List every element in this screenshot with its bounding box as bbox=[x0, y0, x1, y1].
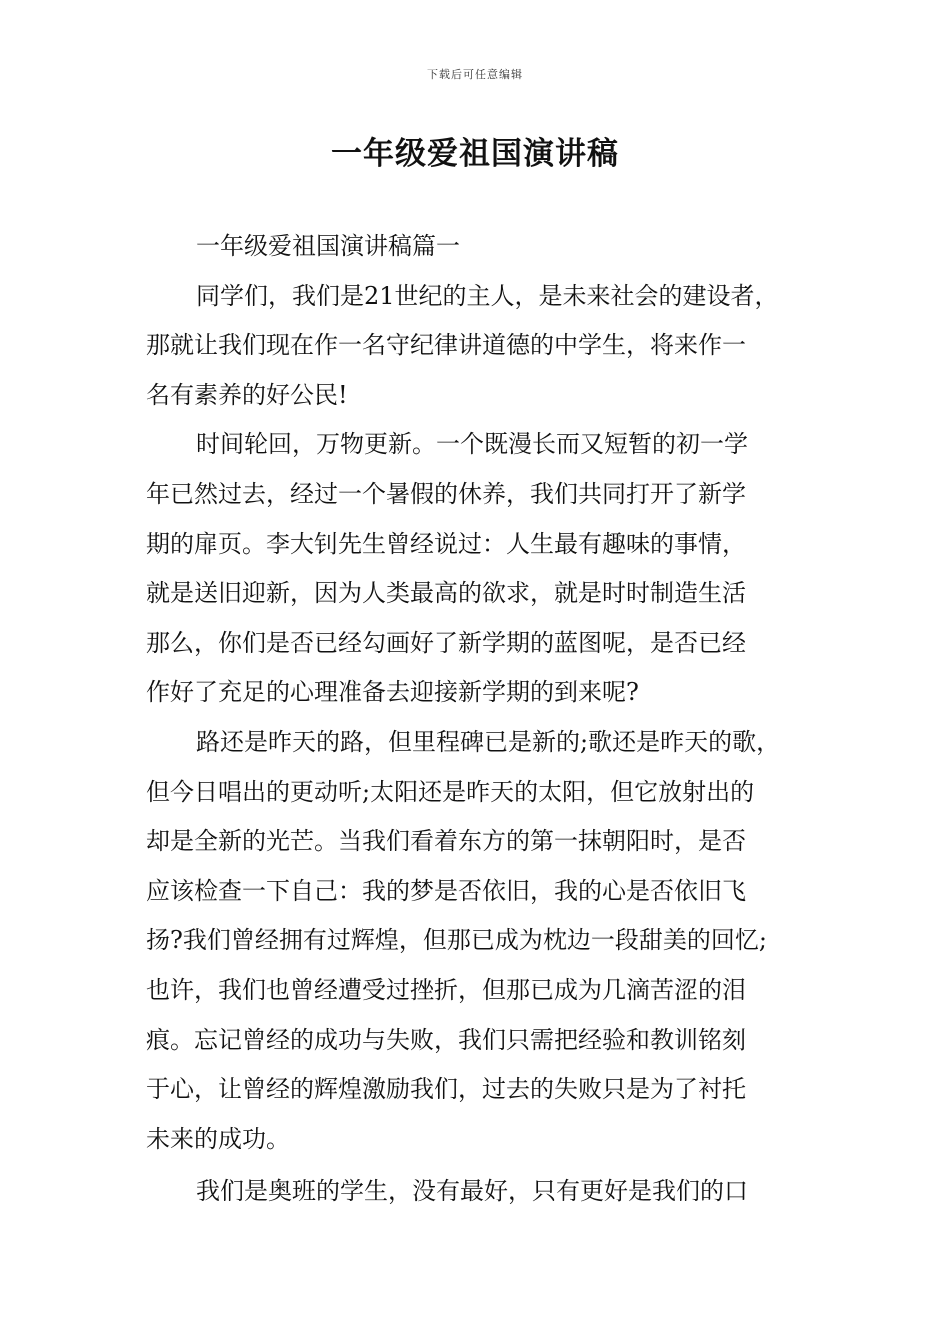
paragraph-line: 应该检查一下自己：我的梦是否依旧，我的心是否依旧飞 bbox=[146, 876, 746, 905]
paragraph-line: 期的扉页。李大钊先生曾经说过：人生最有趣味的事情， bbox=[146, 529, 746, 558]
paragraph-line: 却是全新的光芒。当我们看着东方的第一抹朝阳时，是否 bbox=[146, 827, 746, 856]
paragraph-line: 同学们，我们是21世纪的主人，是未来社会的建设者， bbox=[196, 281, 779, 310]
section-heading: 一年级爱祖国演讲稿篇一 bbox=[196, 232, 460, 260]
paragraph-line: 未来的成功。 bbox=[146, 1124, 290, 1153]
paragraph-line: 扬?我们曾经拥有过辉煌，但那已成为枕边一段甜美的回忆; bbox=[146, 926, 767, 955]
paragraph-1 bbox=[146, 272, 836, 421]
paragraph-line: 年已然过去，经过一个暑假的休养，我们共同打开了新学 bbox=[146, 479, 746, 508]
paragraph-line: 路还是昨天的路，但里程碑已是新的;歌还是昨天的歌， bbox=[196, 727, 781, 756]
paragraph-4 bbox=[146, 1167, 836, 1217]
paragraph-line: 作好了充足的心理准备去迎接新学期的到来呢? bbox=[146, 678, 639, 707]
paragraph-line: 时间轮回，万物更新。一个既漫长而又短暂的初一学 bbox=[196, 430, 748, 459]
paragraph-line: 我们是奥班的学生，没有最好，只有更好是我们的口 bbox=[196, 1177, 748, 1206]
document-title: 一年级爱祖国演讲稿 bbox=[331, 136, 619, 172]
paragraph-line: 那就让我们现在作一名守纪律讲道德的中学生，将来作一 bbox=[146, 331, 746, 360]
paragraph-line: 那么，你们是否已经勾画好了新学期的蓝图呢，是否已经 bbox=[146, 628, 746, 657]
paragraph-line: 名有素养的好公民! bbox=[146, 380, 348, 409]
page-header-note: 下载后可任意编辑 bbox=[427, 68, 523, 81]
paragraph-line: 于心，让曾经的辉煌激励我们，过去的失败只是为了衬托 bbox=[146, 1075, 746, 1104]
document-body bbox=[146, 222, 836, 1217]
paragraph-3 bbox=[146, 718, 836, 1164]
paragraph-2 bbox=[146, 420, 836, 718]
paragraph-line: 就是送旧迎新，因为人类最高的欲求，就是时时制造生活 bbox=[146, 579, 746, 608]
paragraph-line: 痕。忘记曾经的成功与失败，我们只需把经验和教训铭刻 bbox=[146, 1025, 746, 1054]
paragraph-line: 但今日唱出的更动听;太阳还是昨天的太阳，但它放射出的 bbox=[146, 777, 755, 806]
paragraph-line: 也许，我们也曾经遭受过挫折，但那已成为几滴苦涩的泪 bbox=[146, 975, 746, 1004]
